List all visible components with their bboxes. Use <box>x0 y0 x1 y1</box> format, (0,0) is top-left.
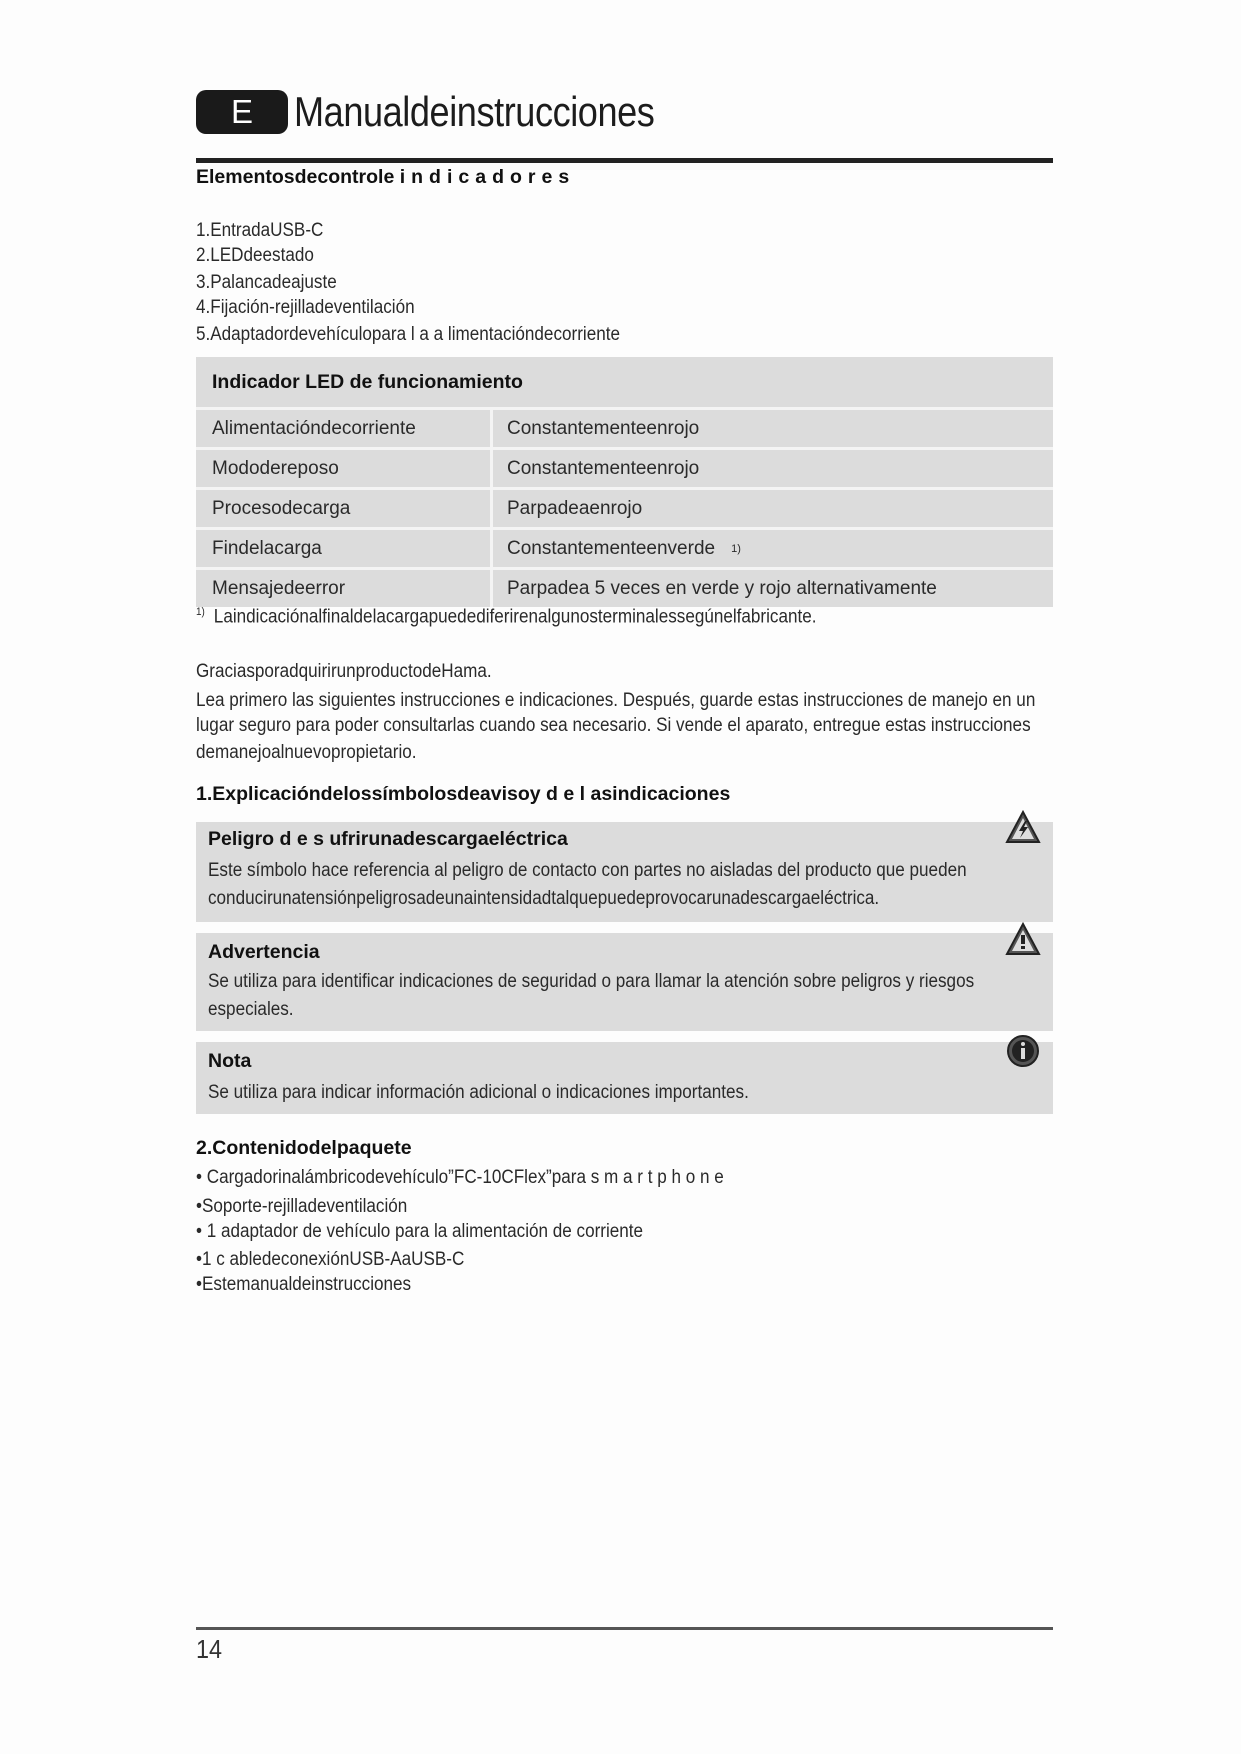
intro-line: lugar seguro para poder consultarlas cuando sea necesario. Si vende el aparato, entregue estas instrucciones <box>196 715 1031 736</box>
page-number: 14 <box>196 1634 223 1664</box>
intro-line: Lea primero las siguientes instrucciones e indicaciones. Después, guarde estas instrucciones de manejo en un <box>196 690 1036 711</box>
controls-item: 2.LEDdeestado <box>196 245 314 266</box>
intro-line: demanejoalnuevopropietario. <box>196 742 417 763</box>
footer-rule <box>196 1627 1053 1630</box>
electric-warning-box <box>196 822 1053 922</box>
led-indicator-cell: Constantementeenrojo <box>507 457 700 479</box>
led-footnote: $^{1)}$ Laindicaciónalfinaldelacargapuedediferirenalgunosterminalessegúnelfabricante. <box>196 606 817 628</box>
list-item: •Soporte-rejilladeventilación <box>196 1196 408 1217</box>
box-line: conducirunatensiónpeligrosadeunaintensidadtalquepuedeprovocarunadescargaeléctrica. <box>208 888 880 909</box>
box-title: Advertencia <box>208 941 320 963</box>
table-row <box>196 490 1053 530</box>
section1-title: 1.Explicacióndelossímbolosdeavisoy d e l asindicaciones <box>196 783 731 805</box>
controls-title: Elementosdecontrole indicadores <box>196 166 576 188</box>
box-title: Peligro d e s ufrirunadescargaeléctrica <box>208 828 568 850</box>
led-indicator-cell: Parpadea 5 veces en verde y rojo alternativamente <box>507 577 937 599</box>
led-state-cell: Mensajedeerror <box>196 570 493 607</box>
box-line: Este símbolo hace referencia al peligro de contacto con partes no aisladas del producto que pueden <box>208 860 967 881</box>
warning-box <box>196 933 1053 1031</box>
led-indicator-cell: Parpadeaenrojo <box>507 497 643 519</box>
intro-thanks: GraciasporadquirirunproductodeHama. <box>196 661 492 682</box>
led-table-header: Indicador LED de funcionamiento <box>196 357 1053 410</box>
led-status-table <box>196 357 1053 607</box>
page-header <box>196 88 713 136</box>
header-rule <box>196 158 1053 163</box>
note-box <box>196 1042 1053 1114</box>
footnote-mark: 1) <box>731 542 741 555</box>
list-item: •1 c abledeconexiónUSB-AaUSB-C <box>196 1249 465 1270</box>
led-state-cell: Findelacarga <box>196 530 493 567</box>
warning-icon <box>1005 922 1041 956</box>
section2-title: 2.Contenidodelpaquete <box>196 1137 412 1159</box>
box-title: Nota <box>208 1050 252 1072</box>
led-indicator-cell: Constantementeenverde 1) <box>507 537 741 559</box>
led-state-cell: Mododereposo <box>196 450 493 487</box>
page-title: Manualdeinstrucciones <box>294 88 655 135</box>
table-row <box>196 410 1053 450</box>
table-row <box>196 450 1053 490</box>
box-line: especiales. <box>208 999 294 1020</box>
controls-item: 1.EntradaUSB-C <box>196 220 324 241</box>
list-item: • 1 adaptador de vehículo para la alimentación de corriente <box>196 1221 644 1242</box>
box-line: Se utiliza para indicar información adicional o indicaciones importantes. <box>208 1082 749 1103</box>
table-row <box>196 570 1053 607</box>
led-state-cell: Alimentacióndecorriente <box>196 410 493 447</box>
list-item: •Estemanualdeinstrucciones <box>196 1274 412 1295</box>
info-icon <box>1005 1034 1041 1068</box>
controls-item: 3.Palancadeajuste <box>196 272 337 293</box>
controls-item: 5.Adaptadordevehículopara l a a limentacióndecorriente <box>196 324 620 345</box>
list-item: • Cargadorinalámbricodevehículo”FC-10CFlex”para s m a r t p h o n e <box>196 1167 724 1188</box>
box-line: Se utiliza para identificar indicaciones de seguridad o para llamar la atención sobre peligros y riesgos <box>208 971 975 992</box>
language-badge: E <box>196 90 288 134</box>
electric-warning-icon <box>1005 810 1041 844</box>
table-row <box>196 530 1053 570</box>
led-state-cell: Procesodecarga <box>196 490 493 527</box>
controls-item: 4.Fijación-rejilladeventilación <box>196 297 415 318</box>
led-indicator-cell: Constantementeenrojo <box>507 417 700 439</box>
